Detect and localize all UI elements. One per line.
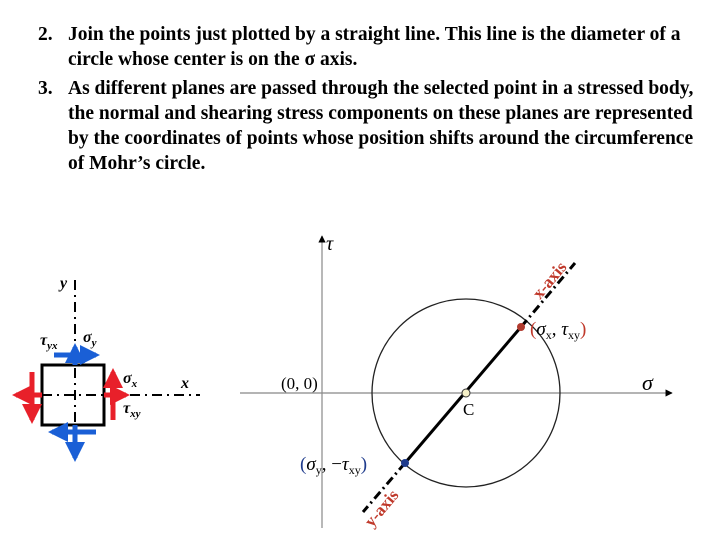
- sigma-axis-label: σ: [642, 370, 653, 395]
- center-point: [462, 389, 470, 397]
- origin-label: (0, 0): [281, 374, 318, 393]
- tau-axis-label: τ: [326, 233, 334, 255]
- step-text: Join the points just plotted by a straight line. This line is the diameter of a circle whose center is on the σ axis.: [68, 24, 681, 70]
- tau-yx-label: $\tau_{yx}$: [40, 332, 58, 352]
- point-y: [401, 459, 409, 467]
- point-y-label: ($\sigma_y$, $-\tau_{xy}$): [300, 454, 368, 477]
- y-axis-label: y-axis: [360, 485, 403, 531]
- element-x-label: x: [181, 375, 189, 392]
- step-number: 2.: [38, 24, 53, 45]
- point-x: [517, 323, 525, 331]
- sigma-x-label: $\sigma_x$: [123, 370, 138, 390]
- center-label: C: [463, 400, 475, 419]
- step-number: 3.: [38, 78, 53, 99]
- stress-element-diagram: [16, 275, 200, 460]
- tau-xy-label: $\tau_{xy}$: [123, 400, 141, 420]
- point-x-label: ($\sigma_x$, $\tau_{xy}$): [530, 319, 587, 342]
- sigma-y-label: $\sigma_y$: [83, 329, 97, 349]
- x-axis-label: x-axis: [528, 257, 571, 303]
- element-y-label: y: [60, 275, 68, 292]
- step-text: As different planes are passed through the selected point in a stressed body, the normal and shearing stress components on these planes are represented by the coordinates of points whose position shifts around the circumference of Mohr’s circle.: [68, 78, 694, 174]
- mohr-circle-diagram: [240, 233, 672, 531]
